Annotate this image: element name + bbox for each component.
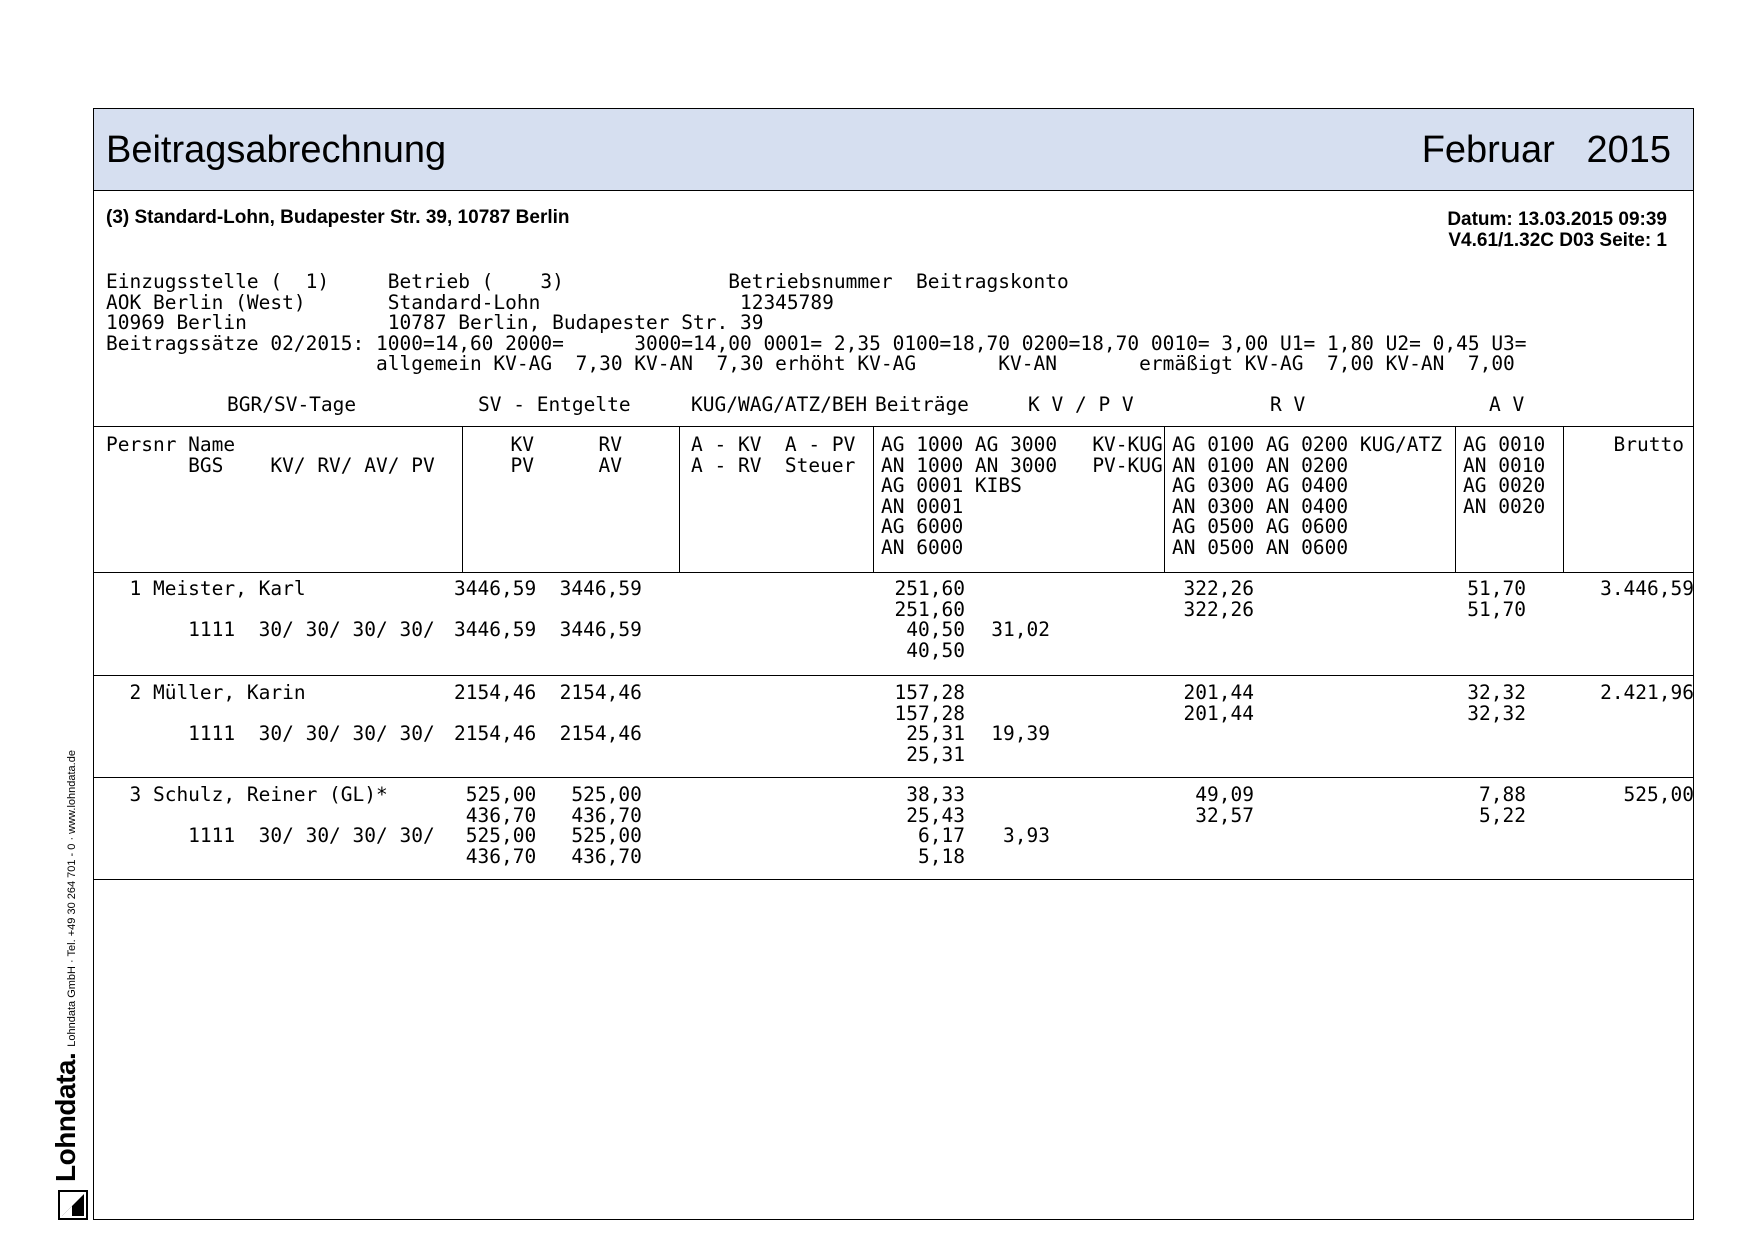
section-header-kvpv: K V / P V <box>1028 393 1134 416</box>
report-date: Datum: 13.03.2015 09:39 <box>1447 209 1667 230</box>
employee-rv: 322,26 322,26 <box>1183 577 1254 621</box>
employee-brutto: 3.446,59 <box>1600 577 1694 600</box>
report-year: 2015 <box>1586 129 1671 171</box>
employee-sv-entgelte: 2154,46 2154,46 2154,46 2154,46 <box>454 681 642 745</box>
col-divider-3 <box>873 426 874 572</box>
company-line: (3) Standard-Lohn, Budapester Str. 39, 10787 Berlin <box>106 207 570 228</box>
brand-vertical-text <box>50 750 82 1182</box>
col-divider-1 <box>462 426 463 572</box>
employee-kv-kug: 19,39 <box>991 722 1050 745</box>
employee-beitraege: 38,33 25,43 6,17 5,18 <box>906 783 965 868</box>
employee-bgs: 1111 30/ 30/ 30/ 30/ <box>106 618 435 641</box>
employee-av: 51,70 51,70 <box>1467 577 1526 621</box>
column-header-bottom-rule <box>94 572 1693 573</box>
info-line-1: Einzugsstelle ( 1) Betrieb ( 3) Betriebsnummer Beitragskonto <box>106 270 1069 293</box>
employee-beitraege: 157,28 157,28 25,31 25,31 <box>894 681 965 766</box>
side-brand <box>50 720 94 1220</box>
report-title: Beitragsabrechnung <box>106 129 447 171</box>
column-header-top-rule <box>94 426 1693 427</box>
employee-rv: 49,09 32,57 <box>1195 783 1254 827</box>
employee-sv-entgelte: 525,00 525,00 436,70 436,70 525,00 525,00 436,70 436,70 <box>465 783 642 868</box>
employee-kv-kug: 3,93 <box>1003 824 1050 847</box>
report-period <box>1422 129 1671 172</box>
employee-sv-entgelte: 3446,59 3446,59 3446,59 3446,59 <box>454 577 642 641</box>
report-header-band <box>94 109 1693 191</box>
employee-name: 1 Meister, Karl <box>106 577 306 600</box>
col-divider-5 <box>1455 426 1456 572</box>
col-persnr-name: Persnr Name BGS KV/ RV/ AV/ PV <box>106 433 435 477</box>
report-meta <box>1447 209 1667 251</box>
section-header-bgr: BGR/SV-Tage <box>227 393 357 416</box>
row-divider <box>94 675 1693 676</box>
report-frame <box>93 108 1694 1220</box>
row-divider <box>94 879 1693 880</box>
employee-name: 3 Schulz, Reiner (GL)* <box>106 783 388 806</box>
employee-rv: 201,44 201,44 <box>1183 681 1254 725</box>
employee-av: 7,88 5,22 <box>1479 783 1526 827</box>
info-line-4: Beitragssätze 02/2015: 1000=14,60 2000= 3000=14,00 0001= 2,35 0100=18,70 0200=18,70 0010= 3,00 U1= 1,80 U2= 0,45 U3= <box>106 331 1527 355</box>
col-a-kv-pv: A - KV A - PV A - RV Steuer <box>691 433 856 477</box>
employee-brutto: 525,00 <box>1623 783 1694 806</box>
col-divider-6 <box>1563 426 1564 572</box>
report-version-page: V4.61/1.32C D03 Seite: 1 <box>1448 230 1667 251</box>
section-header-av: A V <box>1489 393 1525 416</box>
section-header-sv: SV - Entgelte <box>478 393 631 416</box>
info-line-3: 10969 Berlin 10787 Berlin, Budapester Str. 39 <box>106 311 764 334</box>
col-brutto: Brutto <box>1613 433 1684 456</box>
section-header-kug: KUG/WAG/ATZ/BEH <box>691 393 868 416</box>
info-block <box>106 272 1527 375</box>
employee-bgs: 1111 30/ 30/ 30/ 30/ <box>106 722 435 745</box>
brand-contact: Lohndata GmbH · Tel. +49 30 264 701 - 0 · www.lohndata.de <box>66 750 78 1047</box>
col-divider-4 <box>1164 426 1165 572</box>
employee-bgs: 1111 30/ 30/ 30/ 30/ <box>106 824 435 847</box>
employee-kv-kug: 31,02 <box>991 618 1050 641</box>
col-ag-an-1000: AG 1000 AG 3000 KV-KUG AN 1000 AN 3000 PV-KUG AG 0001 KIBS AN 0001 AG 6000 AN 6000 <box>881 433 1163 559</box>
employee-name: 2 Müller, Karin <box>106 681 306 704</box>
lohndata-logo-icon <box>58 1190 88 1220</box>
row-divider <box>94 777 1693 778</box>
employee-brutto: 2.421,96 <box>1600 681 1694 704</box>
section-header-beitraege: Beiträge <box>875 393 969 416</box>
col-ag-an-0100: AG 0100 AG 0200 KUG/ATZ AN 0100 AN 0200 AG 0300 AG 0400 AN 0300 AN 0400 AG 0500 AG 0600 AN 0500 AN 0600 <box>1172 433 1443 559</box>
col-ag-an-0010: AG 0010 AN 0010 AG 0020 AN 0020 <box>1463 433 1546 518</box>
col-rv-av: RV AV <box>598 433 622 477</box>
info-line-5: allgemein KV-AG 7,30 KV-AN 7,30 erhöht KV-AG KV-AN ermäßigt KV-AG 7,00 KV-AN 7,00 <box>106 352 1515 375</box>
section-header-rv: R V <box>1270 393 1306 416</box>
brand-logo-word: Lohndata. <box>50 1052 81 1182</box>
employee-beitraege: 251,60 251,60 40,50 40,50 <box>894 577 965 662</box>
report-month: Februar <box>1421 129 1555 171</box>
employee-av: 32,32 32,32 <box>1467 681 1526 725</box>
info-line-2: AOK Berlin (West) Standard-Lohn 12345789 <box>106 290 834 314</box>
col-divider-2 <box>679 426 680 572</box>
col-kv-pv: KV PV <box>510 433 534 477</box>
